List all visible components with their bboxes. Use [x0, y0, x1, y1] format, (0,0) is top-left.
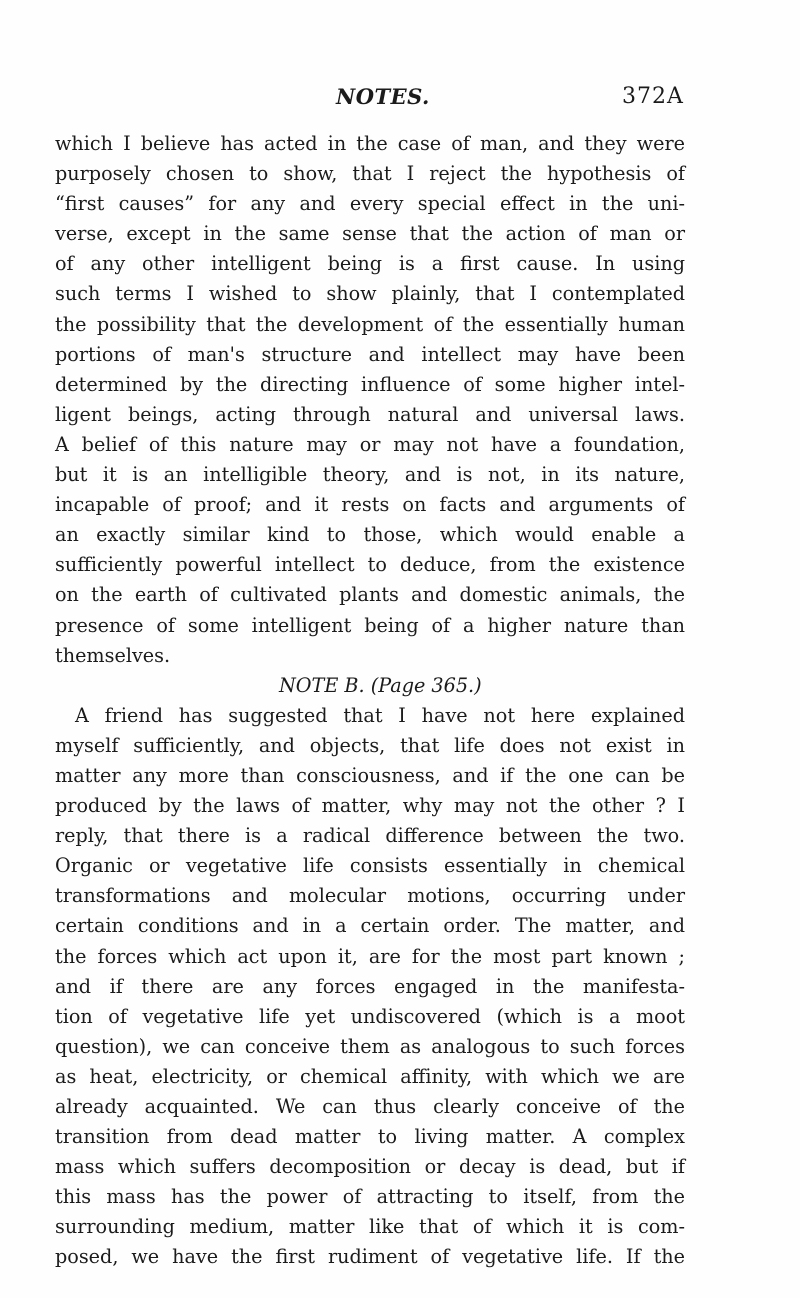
text-line: question), we can conceive them as analogous to such forces [55, 1034, 685, 1058]
text-line: incapable of proof; and it rests on facts and arguments of [55, 493, 685, 517]
text-line: which I believe has acted in the case of man, and they were [55, 132, 685, 155]
text-line: mass which suffers decomposition or decay is dead, but if [55, 1155, 685, 1179]
text-line: of any other intelligent being is a first cause. In using [55, 252, 685, 276]
text-line: the forces which act upon it, are for the most part known ; [55, 944, 685, 968]
text-line: themselves. [55, 643, 171, 667]
text-line: an exactly similar kind to those, which would enable a [55, 523, 685, 547]
text-line: A friend has suggested that I have not here explained [75, 703, 685, 727]
text-line: reply, that there is a radical difference between the two. [55, 824, 685, 848]
text-line: tion of vegetative life yet undiscovered (which is a moot [55, 1004, 685, 1028]
text-line: sufficiently powerful intellect to deduce, from the existence [55, 553, 685, 577]
section-heading: NOTE B. (Page 365.) [279, 673, 482, 697]
text-line: determined by the directing influence of some higher intel- [55, 372, 685, 396]
text-line: already acquainted. We can thus clearly conceive of the [55, 1095, 685, 1118]
text-line: portions of man's structure and intellect may have been [55, 342, 685, 366]
text-line: transformations and molecular motions, occurring under [55, 884, 685, 908]
text-line: verse, except in the same sense that the action of man or [55, 222, 685, 246]
text-line: the possibility that the development of the essentially human [55, 312, 685, 336]
text-line: on the earth of cultivated plants and domestic animals, the [55, 583, 685, 607]
text-line: presence of some intelligent being of a higher nature than [55, 613, 685, 637]
text-line: certain conditions and in a certain order. The matter, and [55, 914, 685, 938]
text-line: produced by the laws of matter, why may not the other ? I [55, 794, 685, 818]
text-line: “first causes” for any and every special effect in the uni- [55, 192, 685, 216]
text-line: surrounding medium, matter like that of which it is com- [55, 1215, 685, 1239]
text-line: and if there are any forces engaged in the manifesta- [55, 974, 685, 998]
text-line: as heat, electricity, or chemical affinity, with which we are [55, 1064, 685, 1088]
running-head [0, 84, 800, 114]
page-number: 372A [622, 84, 684, 109]
text-line: A belief of this nature may or may not have a foundation, [55, 432, 685, 456]
text-line: ligent beings, acting through natural and universal laws. [55, 402, 685, 426]
body-text [55, 129, 685, 1273]
text-line: posed, we have the first rudiment of vegetative life. If the [55, 1245, 685, 1269]
text-line: such terms I wished to show plainly, that I contemplated [55, 282, 685, 306]
text-line: matter any more than consciousness, and if the one can be [55, 763, 685, 787]
page-title: NOTES. [336, 84, 430, 109]
text-line: but it is an intelligible theory, and is not, in its nature, [55, 463, 685, 487]
text-line: purposely chosen to show, that I reject the hypothesis of [55, 162, 685, 186]
text-line: myself sufficiently, and objects, that life does not exist in [55, 733, 685, 757]
text-line: transition from dead matter to living matter. A complex [55, 1125, 685, 1149]
text-line: Organic or vegetative life consists essentially in chemical [55, 854, 685, 878]
text-line: this mass has the power of attracting to itself, from the [55, 1185, 685, 1209]
